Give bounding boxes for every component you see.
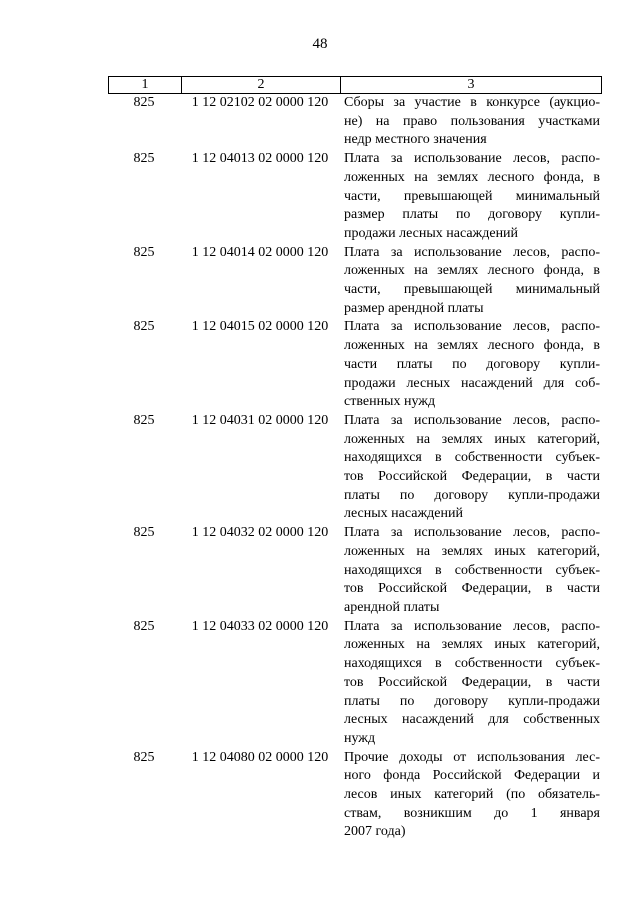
income-name-cell: [340, 150, 602, 244]
income-name-line: ложенных на землях лесного фонда, в: [344, 263, 600, 279]
income-code-cell: 1 12 04031 02 0000 120: [191, 412, 329, 428]
admin-code-cell: 825: [133, 319, 155, 335]
income-name-cell: [340, 94, 602, 150]
income-code-cell: 1 12 04080 02 0000 120: [191, 749, 329, 765]
income-name-cell: [340, 749, 602, 843]
income-name-line: лесных насаждений для собственных: [344, 712, 600, 728]
income-code-cell: 1 12 04032 02 0000 120: [191, 525, 329, 541]
table-body: [108, 94, 602, 842]
income-code-cell: 1 12 04013 02 0000 120: [191, 151, 329, 167]
income-name-line: платы по договору купли-продажи: [344, 693, 600, 709]
income-name-line: тов Российской Федерации, в части: [344, 581, 600, 597]
income-name-line: Плата за использование лесов, распо-: [344, 151, 600, 167]
income-name-line: недр местного значения: [344, 132, 487, 148]
income-name-cell: [340, 244, 602, 319]
header-cell-2: 2: [182, 77, 341, 93]
income-name-cell: [340, 524, 602, 618]
income-name-line: ложенных на землях иных категорий,: [344, 543, 600, 559]
income-code-cell: 1 12 04014 02 0000 120: [191, 244, 329, 260]
income-name-line: Плата за использование лесов, распо-: [344, 412, 600, 428]
budget-classification-table: [108, 76, 602, 842]
income-name-line: части платы по договору купли-: [344, 356, 600, 372]
income-name-line: платы по договору купли-продажи: [344, 487, 600, 503]
income-name-cell: [340, 412, 602, 524]
admin-code-cell: 825: [133, 749, 155, 765]
income-name-line: находящихся в собственности субъек-: [344, 450, 600, 466]
income-code-cell: 1 12 04015 02 0000 120: [191, 319, 329, 335]
admin-code-cell: 825: [133, 618, 155, 634]
admin-code-cell: 825: [133, 151, 155, 167]
income-name-line: части, превышающей минимальный: [344, 188, 600, 204]
table-row: [108, 94, 602, 150]
income-name-line: Плата за использование лесов, распо-: [344, 319, 600, 335]
income-name-line: Плата за использование лесов, распо-: [344, 244, 600, 260]
income-name-line: лесов иных категорий (по обязатель-: [344, 787, 600, 803]
income-name-line: ложенных на землях лесного фонда, в: [344, 338, 600, 354]
table-header-row: [108, 76, 602, 94]
income-name-line: лесных насаждений: [344, 506, 463, 522]
table-row: [108, 412, 602, 524]
header-cell-1: 1: [109, 77, 182, 93]
table-row: [108, 318, 602, 412]
income-name-line: Плата за использование лесов, распо-: [344, 618, 600, 634]
income-name-cell: [340, 618, 602, 749]
income-name-line: продажи лесных насаждений для соб-: [344, 375, 600, 391]
income-name-line: ложенных на землях иных категорий,: [344, 431, 600, 447]
income-name-line: ложенных на землях лесного фонда, в: [344, 169, 600, 185]
income-code-cell: 1 12 04033 02 0000 120: [191, 618, 329, 634]
income-name-line: тов Российской Федерации, в части: [344, 674, 600, 690]
income-name-line: нужд: [344, 730, 376, 746]
table-row: [108, 524, 602, 618]
income-name-line: 2007 года): [344, 824, 406, 840]
income-name-line: ложенных на землях иных категорий,: [344, 637, 600, 653]
table-row: [108, 618, 602, 749]
income-name-line: не) на право пользования участками: [344, 113, 600, 129]
income-name-line: Прочие доходы от использования лес-: [344, 749, 600, 765]
income-name-line: размер платы по договору купли-: [344, 207, 600, 223]
income-name-line: ного фонда Российской Федерации и: [344, 768, 600, 784]
table-row: [108, 749, 602, 843]
header-cell-3: 3: [467, 77, 475, 92]
income-name-line: ствам, возникшим до 1 января: [344, 805, 600, 821]
admin-code-cell: 825: [133, 95, 155, 110]
income-name-line: продажи лесных насаждений: [344, 225, 519, 241]
income-name-line: находящихся в собственности субъек-: [344, 656, 600, 672]
income-code-cell: 1 12 02102 02 0000 120: [191, 95, 329, 110]
income-name-line: ственных нужд: [344, 394, 436, 410]
income-name-cell: [340, 318, 602, 412]
income-name-line: находящихся в собственности субъек-: [344, 562, 600, 578]
table-row: [108, 150, 602, 244]
income-name-line: Плата за использование лесов, распо-: [344, 525, 600, 541]
income-name-line: размер арендной платы: [344, 300, 484, 316]
income-name-line: тов Российской Федерации, в части: [344, 469, 600, 485]
admin-code-cell: 825: [133, 525, 155, 541]
income-name-line: арендной платы: [344, 599, 440, 615]
table-row: [108, 244, 602, 319]
income-name-line: Сборы за участие в конкурсе (аукцио-: [344, 95, 600, 110]
admin-code-cell: 825: [133, 244, 155, 260]
page-number: 48: [312, 36, 328, 52]
admin-code-cell: 825: [133, 412, 155, 428]
income-name-line: части, превышающей минимальный: [344, 282, 600, 298]
